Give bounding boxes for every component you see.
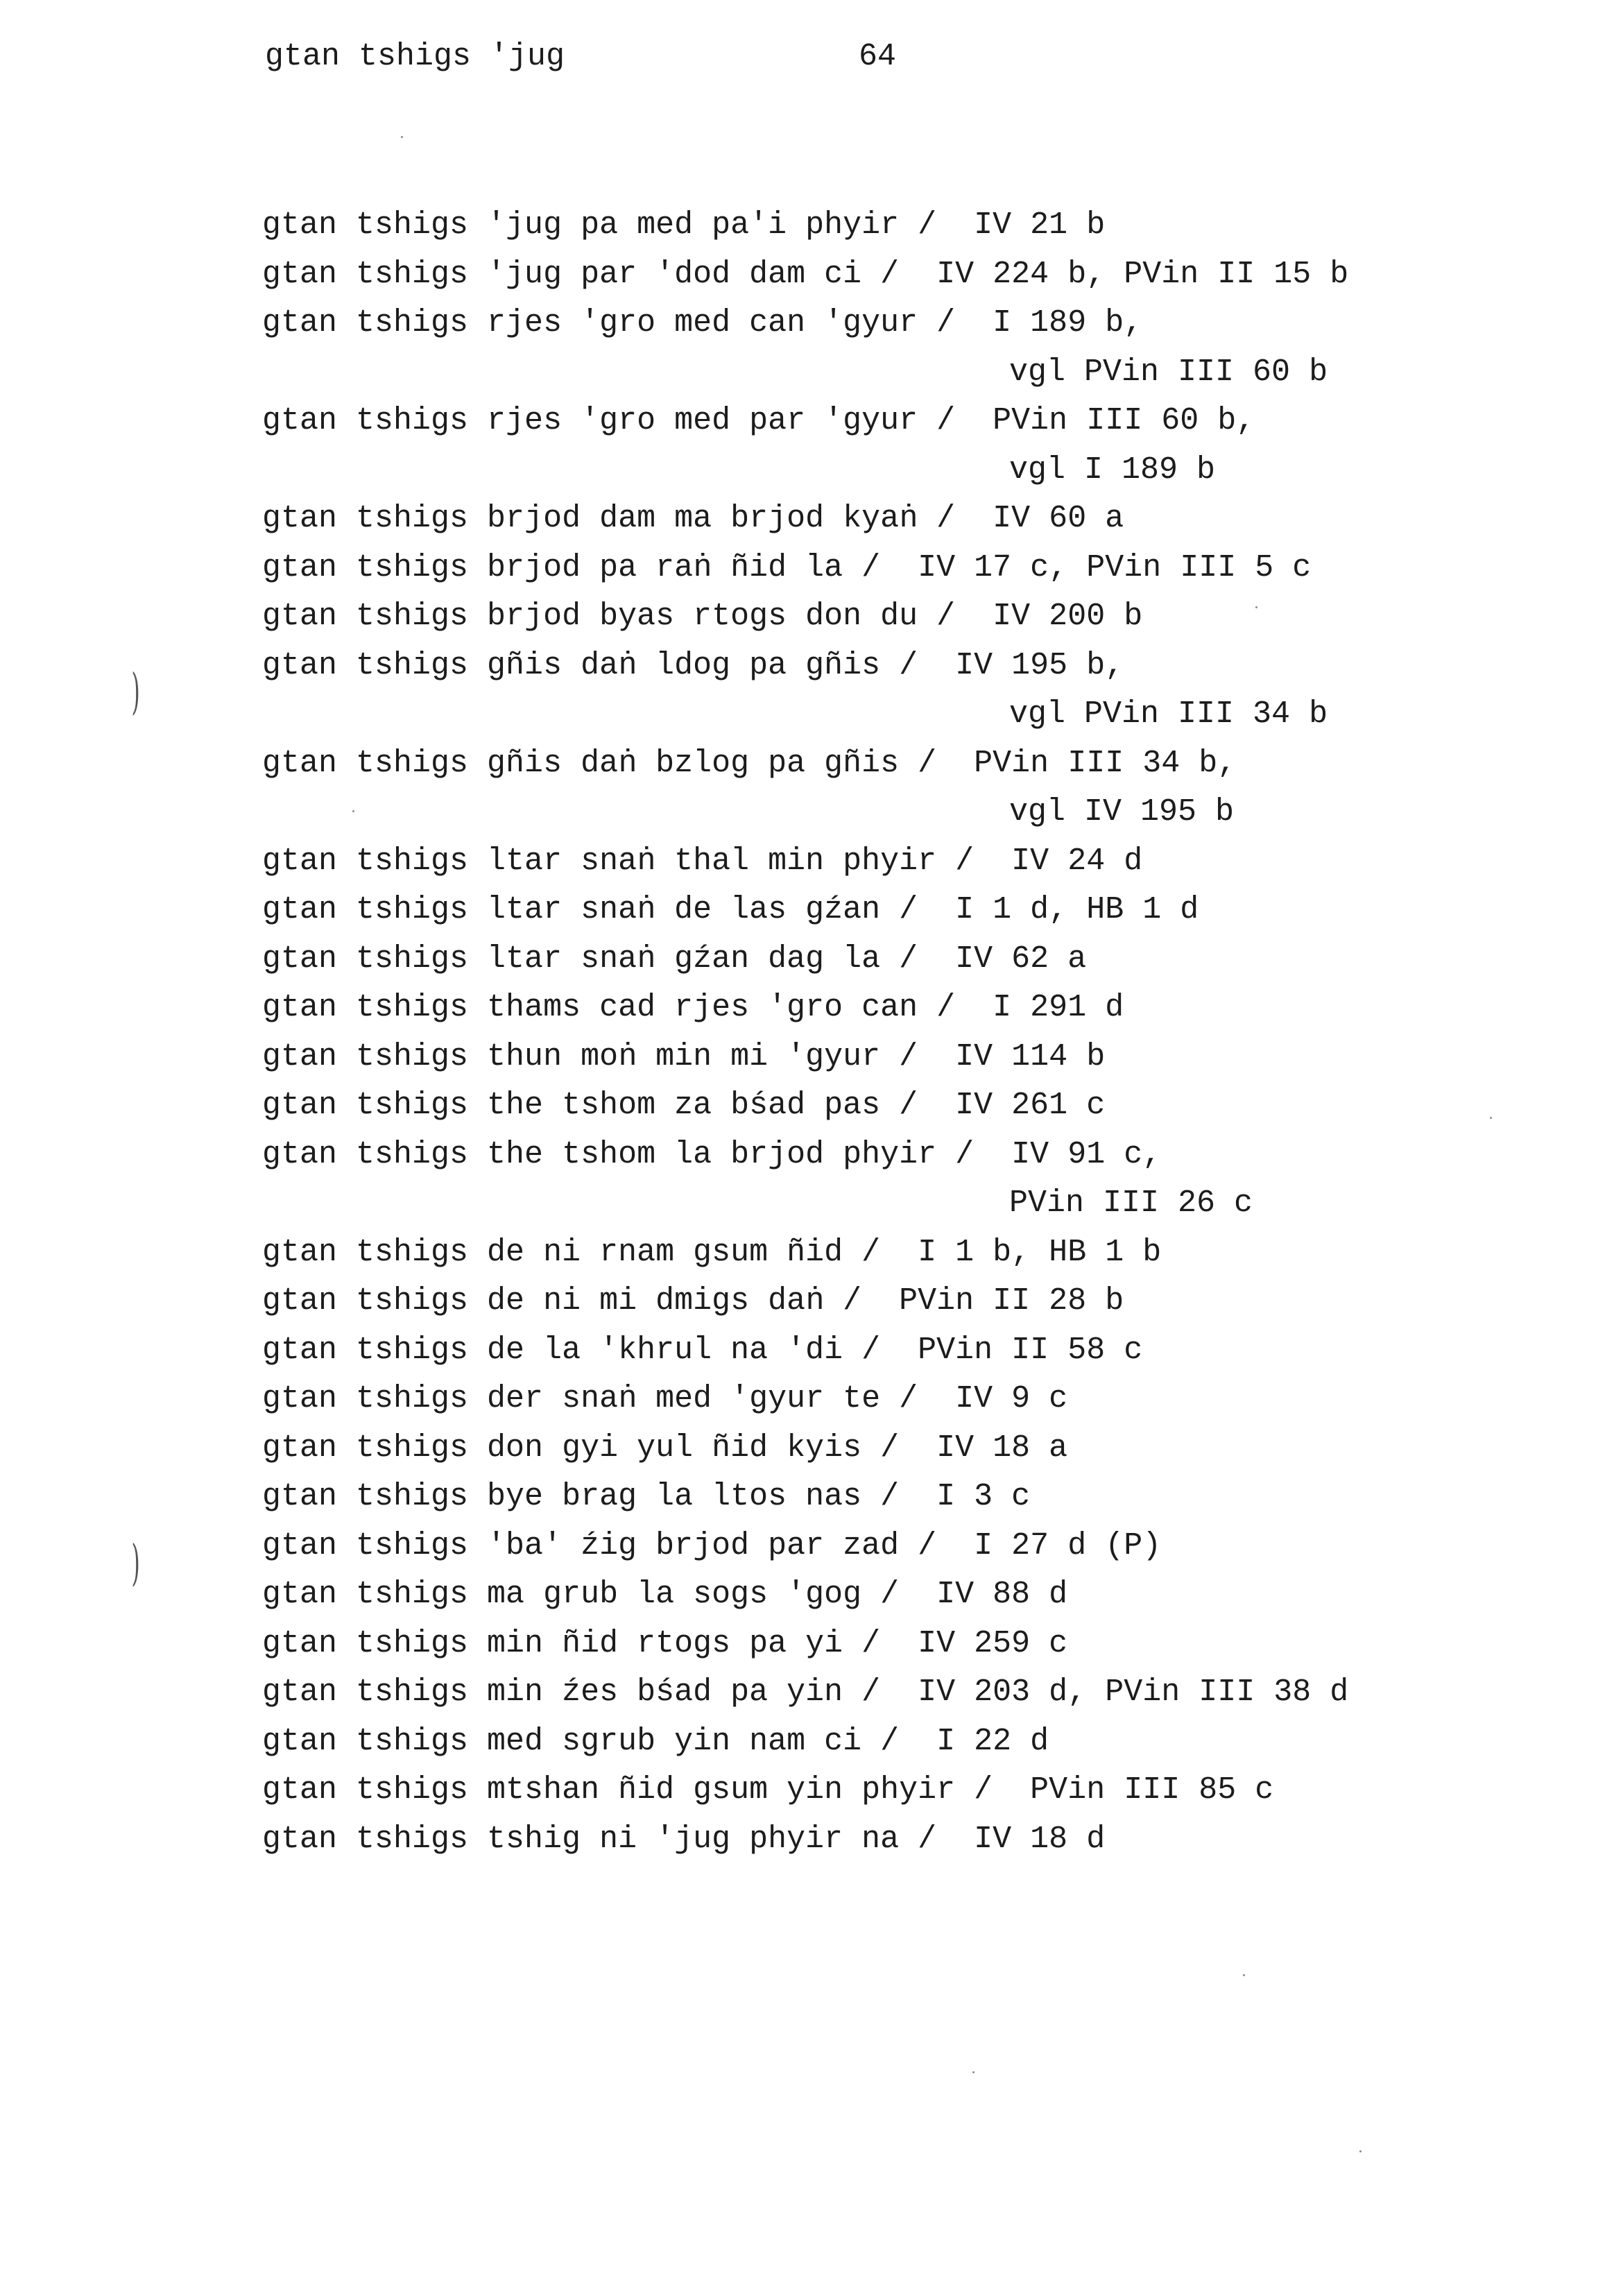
entry-line [0,1326,1623,1376]
entry-text: gtan tshigs bye brag la ltos nas / I 3 c [262,1479,1031,1514]
paper-speck [972,2071,974,2073]
margin-bracket-mark: ) [131,663,140,720]
entry-text: gtan tshigs thun moṅ min mi 'gyur / IV 114 b [262,1038,1106,1074]
entry-continuation-line [0,1179,1623,1228]
entry-text: gtan tshigs tshig ni 'jug phyir na / IV 18 d [262,1821,1106,1857]
entry-text: gtan tshigs de ni mi dmigs daṅ / PVin II 28 b [262,1283,1124,1319]
entry-text: gtan tshigs brjod byas rtogs don du / IV 200 b [262,599,1143,634]
entry-text: gtan tshigs brjod pa raṅ ñid la / IV 17 c, PVin III 5 c [262,549,1312,585]
entry-text: gtan tshigs rjes 'gro med can 'gyur / I 189 b, [262,305,1143,341]
entry-text: PVin III 26 c [1009,1185,1253,1221]
entry-text: gtan tshigs rjes 'gro med par 'gyur / PVin III 60 b, [262,403,1255,438]
entry-line [0,1815,1623,1865]
entry-text: gtan tshigs 'jug pa med pa'i phyir / IV 21 b [262,207,1106,243]
entry-line [0,1131,1623,1180]
entry-line [0,1668,1623,1717]
entry-text: gtan tshigs min źes bśad pa yin / IV 203 d, PVin III 38 d [262,1674,1349,1710]
entry-continuation-line [0,348,1623,397]
entry-continuation-line [0,788,1623,837]
entry-text: gtan tshigs med sgrub yin nam ci / I 22 d [262,1723,1049,1759]
entry-line [0,1228,1623,1278]
entry-text: gtan tshigs min ñid rtogs pa yi / IV 259 c [262,1625,1068,1661]
entry-line [0,299,1623,348]
entry-line [0,935,1623,984]
entry-continuation-line [0,690,1623,739]
entry-line [0,837,1623,886]
entry-text: vgl IV 195 b [1009,794,1235,830]
entry-line [0,1717,1623,1767]
entry-text: gtan tshigs 'jug par 'dod dam ci / IV 224 b, PVin II 15 b [262,256,1349,292]
paper-speck [401,136,403,138]
entry-line [0,1375,1623,1424]
entry-line [0,495,1623,544]
entry-text: gtan tshigs ltar snaṅ gźan dag la / IV 62 a [262,941,1087,977]
entry-text: vgl PVin III 60 b [1009,354,1328,390]
entry-text: gtan tshigs brjod dam ma brjod kyaṅ / IV 60 a [262,501,1124,536]
entry-line [0,250,1623,300]
entry-text: gtan tshigs ltar snaṅ de las gźan / I 1 d, HB 1 d [262,892,1199,927]
entry-text: gtan tshigs 'ba' źig brjod par zad / I 27 d (P) [262,1527,1162,1563]
entry-line [0,1522,1623,1571]
entry-text: gtan tshigs the tshom za bśad pas / IV 261 c [262,1088,1106,1123]
entry-line [0,201,1623,250]
paper-speck [1243,1974,1245,1976]
entry-line [0,984,1623,1033]
entry-line [0,642,1623,691]
entry-list [0,201,1623,1864]
entry-text: gtan tshigs ltar snaṅ thal min phyir / IV 24 d [262,843,1143,879]
entry-text: vgl PVin III 34 b [1009,696,1328,732]
entry-line [0,1473,1623,1522]
entry-text: gtan tshigs gñis daṅ ldog pa gñis / IV 195 b, [262,647,1124,683]
paper-speck [1359,2150,1362,2152]
entry-line [0,739,1623,789]
entry-line [0,1277,1623,1326]
running-title: gtan tshigs 'jug [265,39,565,74]
entry-text: gtan tshigs mtshan ñid gsum yin phyir / PVin III 85 c [262,1772,1274,1808]
entry-line [0,592,1623,642]
entry-text: vgl I 189 b [1009,452,1216,488]
entry-line [0,1620,1623,1669]
entry-line [0,544,1623,593]
entry-text: gtan tshigs gñis daṅ bzlog pa gñis / PVin III 34 b, [262,745,1237,781]
entry-line [0,886,1623,935]
entry-text: gtan tshigs ma grub la sogs 'gog / IV 88 d [262,1577,1068,1612]
page-number: 64 [859,39,897,74]
entry-line [0,397,1623,446]
entry-line [0,1570,1623,1620]
entry-text: gtan tshigs thams cad rjes 'gro can / I 291 d [262,990,1124,1025]
entry-text: gtan tshigs the tshom la brjod phyir / IV 91 c, [262,1136,1162,1172]
margin-bracket-mark: ) [131,1534,140,1591]
entry-line [0,1033,1623,1082]
entry-text: gtan tshigs don gyi yul ñid kyis / IV 18 a [262,1430,1068,1466]
entry-text: gtan tshigs der snaṅ med 'gyur te / IV 9 c [262,1381,1068,1416]
entry-continuation-line [0,446,1623,495]
entry-line [0,1081,1623,1131]
page-header [0,36,1623,78]
entry-line [0,1766,1623,1815]
entry-text: gtan tshigs de la 'khrul na 'di / PVin II 58 c [262,1332,1143,1368]
entry-text: gtan tshigs de ni rnam gsum ñid / I 1 b, HB 1 b [262,1234,1162,1270]
entry-line [0,1424,1623,1473]
